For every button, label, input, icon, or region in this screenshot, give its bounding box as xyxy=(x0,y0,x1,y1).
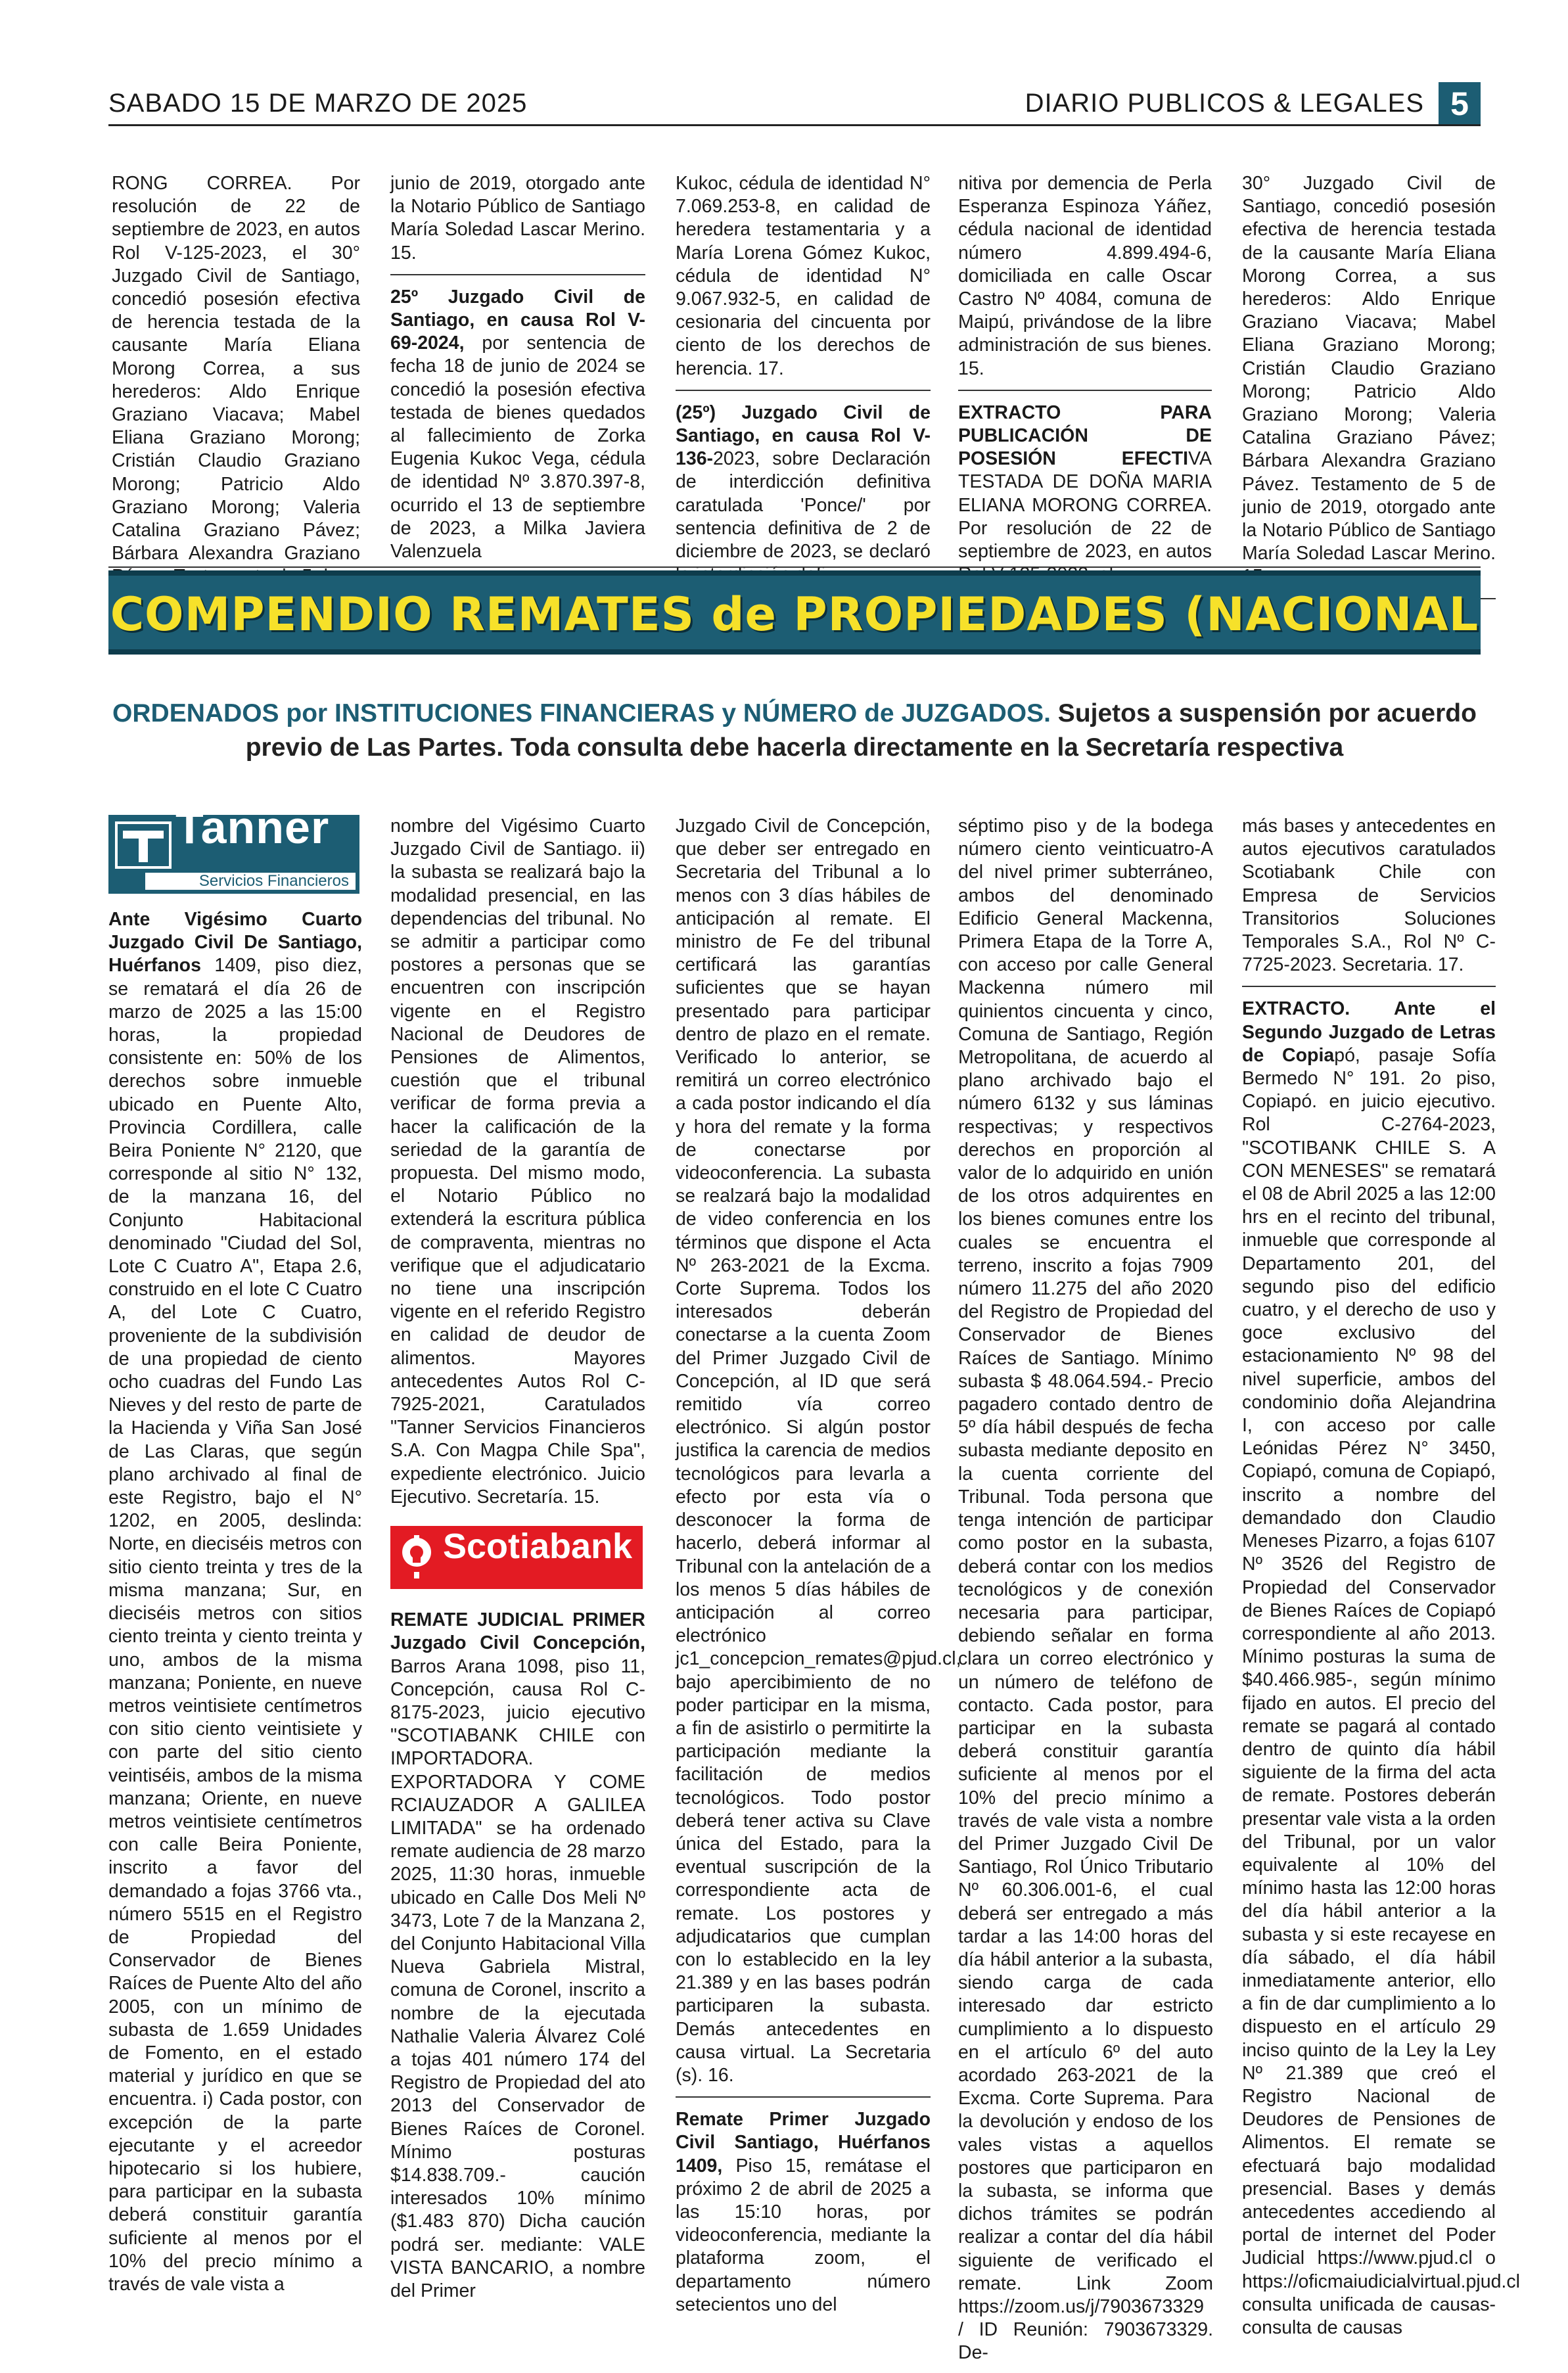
notice-separator xyxy=(390,274,645,275)
banner-title: COMPENDIO REMATES de PROPIEDADES (NACIONAL xyxy=(110,587,1479,641)
section-banner xyxy=(108,570,1481,655)
legal-notice xyxy=(390,815,645,1509)
legal-notice xyxy=(390,172,645,265)
auction-notices-lower xyxy=(390,1609,645,2303)
top-column-1 xyxy=(112,172,360,610)
legal-notice xyxy=(676,172,931,380)
notice-body: más bases y antecedentes en autos ejecutivos caratulados Scotiabank Chile con Empresa de Servicios Transitorios Soluciones Temporales S.A., Rol Nº C-7725-2023. Secretaria. 17. xyxy=(1242,816,1496,976)
legal-notice xyxy=(108,908,362,2296)
notice-heading: EXTRACTO PARA PUBLICACIÓN DE POSESIÓN EFECTI xyxy=(958,402,1212,470)
subtitle-rest: Sujetos a suspensión por acuerdo previo de Las Partes. Toda consulta debe hacerla directamente en la Secretaría respectiva xyxy=(245,699,1477,762)
notice-body: Piso 15, remátase el próximo 2 de abril de 2025 a las 15:10 horas, por videoconferencia, mediante la plataforma zoom, el departamento número setecientos uno del xyxy=(676,2155,931,2315)
notice-body: 2023, sobre Declaración de interdicción definitiva caratulada 'Ponce/' por sentencia definitiva de 2 de diciembre de 2023, se declaró xyxy=(676,448,931,563)
subtitle-lead: ORDENADOS por INSTITUCIONES FINANCIERAS y NÚMERO de JUZGADOS. xyxy=(112,699,1051,727)
notice-body: nitiva por demencia de Perla Esperanza Espinoza Yáñez, cédula nacional de identidad número 4.899.494-6, domiciliada en calle Oscar Castro Nº 4084, comuna de Maipú, privándose de la libre administración de sus bienes. 15. xyxy=(958,173,1212,379)
notice-separator xyxy=(676,2096,931,2098)
auction-column-2 xyxy=(390,815,645,2311)
legal-notice xyxy=(390,286,645,563)
notice-body: 30° Juzgado Civil de Santiago, concedió posesión efectiva de herencia testada de la causante María Eliana Morong Correa, a sus herederos: Aldo Enrique Graziano Viacava; Mabel Eliana Graziano Morong; Cristián Claudio Graziano Morong; Patricio Aldo Graziano Morong; Valeria Catalina Graziano Pávez; Bárbara Alexandra Graziano Pávez. Testamento de 5 de junio de 2019, otorgado ante la Notario Público de Santiago María Soledad Lascar Merino. xyxy=(1242,173,1496,564)
legal-notice xyxy=(112,172,360,589)
notice-body: Kukoc, cédula de identidad N° 7.069.253-8, en calidad de heredera testamentaria y a María Lorena Gómez Kukoc, cédula de identidad N° 9.067.932-5, en calidad de cesionaria del cincuenta por ciento de los derechos de herencia. 17. xyxy=(676,173,931,379)
tanner-wordmark: Tanner xyxy=(175,802,330,853)
notice-heading: 25º Juzgado Civil de Santiago, en causa Rol V-69-2024, xyxy=(390,286,645,354)
notice-heading: Ante Vigésimo Cuarto Juzgado Civil De Santiago, Huérfanos xyxy=(108,909,362,977)
scotiabank-wordmark: Scotiabank xyxy=(443,1527,633,1567)
top-column-3 xyxy=(676,172,931,607)
notice-body: séptimo piso y de la bodega número ciento veinticuatro-A del nivel primer subterráneo, ambos del denominado Edificio General Mackenna, Primera Etapa de la Torre A, con acceso por calle General Mackenna número mil quinientos cincuenta y cinco, Comuna de Santiago, Región Metropolitana, de acuerdo al plano archivado bajo el número 6132 y sus láminas respectivas; y respectivos derechos en proporción al valor de lo adquirido en unión de los otros adquirentes en los bienes comunes entre los cuales se encuentra el terreno, inscrito a fojas 7909 número 11.275 del año 2020 del Registro de Propiedad del Conservador de Bienes Raíces de Santiago. Mínimo subasta $ 48.064.594.- Precio pagadero contado dentro de 5º día hábil después de fecha subasta mediante deposito en la cuenta corriente del Tribunal. Toda persona que tenga intención de participar como postor en la subasta, deberá contar con los medios tecnológicos y de conexión necesaria para participar, debiendo señalar en forma clara un correo electrónico y un número de teléfono de contacto. Cada postor, para participar en la subasta deberá constituir garantía suficiente al menos por el 10% del precio mínimo a través de vale vista a nombre del Primer Juzgado Civil De Santiago, Rol Único Tributario Nº 60.306.001-6, el cual deberá ser entregado a más tardar a las 14:00 horas del día hábil anterior a la subasta, siendo carga de cada interesado dar estricto cumplimiento a lo dispuesto en el artículo 6º del auto acordado 263-2021 de la Excma. Corte Suprema. Para la devolución y endoso de los vales vistas a aquellos postores que participaron en la subasta, se informa que dichos trámites se podrán realizar a contar del día hábil siguiente de verificado el remate. Link Zoom https://zoom.us/j/7903673329 / ID Reunión: 7903673329. De- xyxy=(958,816,1213,2364)
auction-notices xyxy=(108,908,362,2296)
legal-notice xyxy=(390,1609,645,2303)
section-subtitle xyxy=(108,697,1481,765)
auction-column-4 xyxy=(958,815,1213,2373)
notice-body: nombre del Vigésimo Cuarto Juzgado Civil de Santiago. ii) la subasta se realizará bajo la modalidad presencial, en las dependencias del tribunal. No se admitir a participar como postores a personas que se encuentren con inscripción vigente en el Registro Nacional de Deudores de Pensiones de Alimentos, cuestión que el tribunal verificar de forma previa a hacer la calificación de la seriedad de la garantía de propuesta. Del mismo modo, el Notario Público no extenderá la escritura pública de compraventa, mientras no verifique que el adjudicatario no tiene una inscripción vigente en el referido Registro en calidad de deudor de alimentos. Mayores antecedentes Autos Rol C-7925-2021, Caratulados "Tanner Servicios Financieros S.A. Con Magpa Chile Spa", expediente electrónico. Juicio Ejecutivo. Secretaría. 15. xyxy=(390,816,645,1508)
notice-separator xyxy=(1242,986,1496,987)
scotiabank-s-icon xyxy=(400,1535,434,1578)
legal-notice xyxy=(958,402,1212,587)
page-header xyxy=(108,82,1481,128)
top-column-5 xyxy=(1242,172,1496,610)
notice-body: pó, pasaje Sofía Bermedo N° 191. 2o piso, Copiapó. en juicio ejecutivo. Rol C-2764-2023, "SCOTIBANK CHILE S. A CON MENESES" se rematará el 08 de Abril 2025 a las 12:00 hrs en el recinto del tribunal, inmueble que corresponde al Departamento 201, del segundo piso del edificio cuatro, y el derecho de uso y goce exclusivo del estacionamiento Nº 98 del nivel superficie, ambos del condominio doña Alejandrina I, con acceso por calle Leónidas Pérez N° 3450, Copiapó, comuna de Copiapó, inscrito a nombre del demandado don Claudio Meneses Pizarro, a fojas 6107 Nº 3526 del Registro de Propiedad del Conservador de Bienes Raíces de Copiapó correspondiente al año 2013. Mínimo posturas la suma de $40.466.985-, según mínimo fijado en autos. El precio del remate se pagará al contado dentro de quinto día hábil siguiente de la firma del acta de remate. Postores deberán presentar vale vista a la orden del Tribunal, por un valor equivalente al 10% del mínimo hasta las 12:00 horas del día hábil anterior a la subasta y si este recayese en día sábado, el día hábil inmediatamente anterior, ello a fin de dar cumplimiento a lo dispuesto en el artículo 29 inciso quinto de la Ley la Ley Nº 21.389 que creó el Registro Nacional de Deudores de Pensiones de Alimentos. El remate se efectuará bajo modalidad presencial. Bases y demás antecedentes accediendo al portal de internet del Poder Judicial https://www.pjud.cl o https://oficmaiudicialvirtual.pjud.cl consulta unificada de causas- consulta de causas xyxy=(1242,1044,1520,2338)
notice-heading: (25º) Juzgado Civil de Santiago, en causa Rol V-136- xyxy=(676,402,931,470)
auction-column-5 xyxy=(1242,815,1520,2347)
header-publication: DIARIO PUBLICOS & LEGALES xyxy=(1025,89,1424,118)
legal-notice xyxy=(1242,998,1520,2339)
notice-body: Barros Arana 1098, piso 11, Concepción, causa Rol C-8175-2023, juicio ejecutivo "SCOTIABANK CHILE con IMPORTADORA. EXPORTADORA Y COME RCIAUZADOR A GALILEA LIMITADA" se ha ordenado remate audiencia de 28 marzo 2025, 11:30 horas, inmueble ubicado en Calle Dos Meli Nº 3473, Lote 7 de la Manzana 2, del Conjunto Habitacional Villa Nueva Gabriela Mistral, comuna de Coronel, inscrito a nombre de la ejecutada Nathalie Valeria Álvarez Colé a tojas 401 número 174 del Registro de Propiedad del ato 2013 del Conservador de Bienes Raíces de Coronel. Mínimo posturas $14.838.709.- caución interesados 10% mínimo ($1.483 870) Dicha caución podrá ser. mediante: VALE VISTA BANCARIO, a nombre del Primer xyxy=(390,1655,645,2301)
legal-notice xyxy=(958,815,1213,2365)
notice-separator xyxy=(676,390,931,391)
auction-column-1 xyxy=(108,802,362,2304)
notice-heading: REMATE JUDICIAL PRIMER Juzgado Civil Concepción, xyxy=(390,1609,645,1654)
notice-heading: EXTRACTO. Ante el Segundo Juzgado de Letras de Copia xyxy=(1242,998,1496,1066)
top-column-2 xyxy=(390,172,645,584)
notice-body: por sentencia de fecha 18 de junio de 2024 se concedió la posesión efectiva testada de bienes quedados al fallecimiento de Zorka Eugenia Kukoc Vega, cédula de identidad Nº 3.870.397-8, ocurrido el 13 de septiembre de 2023, a Milka Javiera Valenzuela xyxy=(390,333,645,563)
page-number: 5 xyxy=(1439,82,1481,126)
tanner-subtitle: Servicios Financieros xyxy=(145,873,356,890)
scotiabank-logo xyxy=(390,1526,643,1589)
tanner-logo xyxy=(108,802,359,894)
legal-notice xyxy=(1242,172,1496,589)
notice-separator xyxy=(958,390,1212,391)
legal-notice xyxy=(676,815,961,2087)
banner-divider xyxy=(108,566,1481,568)
legal-notice xyxy=(676,2108,931,2316)
notice-body: VA TESTADA DE DOÑA MARIA ELIANA MORONG CORREA. Por resolución de 22 de septiembre de 2023, en autos xyxy=(958,448,1212,563)
top-column-4 xyxy=(958,172,1212,607)
header-rule xyxy=(108,124,1481,126)
notice-body: RONG CORREA. Por resolución de 22 de septiembre de 2023, en autos Rol V-125-2023, el 30° Juzgado Civil de Santiago, concedió posesión efectiva de herencia testada de la causante María Eliana Morong Correa, a sus herederos: Aldo Enrique Graziano Viacava; Mabel Eliana Graziano Morong; Cristián Claudio Graziano Morong; Patricio Aldo Graziano Morong; Valeria Catalina Graziano Pávez; Bárbara Alexandra Graziano xyxy=(112,173,360,564)
legal-notice xyxy=(1242,815,1496,977)
notice-body: 1409, piso diez, se rematará el día 26 de marzo de 2025 a las 15:00 horas, la propiedad consistente en: 50% de los derechos sobre inmueble ubicado en Puente Alto, Provincia Cordillera, calle Beira Poniente N° 2120, que corresponde al sitio N° 132, de la manzana 16, del Conjunto Habitacional denominado "Ciudad del Sol, Lote C Cuatro A", Etapa 2.6, construido en el lote C Cuatro A, del Lote C Cuatro, proveniente de la subdivisión de una propiedad de ciento ocho cuadras del Fundo Las Nieves y del resto de parte de la Hacienda y Viña San José de Las Claras, que según plano archivado al final de este Registro, bajo el N° 1202, en 2005, deslinda: Norte, en dieciséis metros con sitio ciento treinta y tres de la misma manzana; Sur, en dieciséis metros con sitios ciento treinta y ciento treinta y uno, ambos de la misma manzana; Poniente, en nueve metros veintisiete centímetros con sitio ciento veintisiete y con parte del sitio ciento veintiséis, ambos de la misma manzana; Oriente, en nueve metros veintisiete centímetros con calle Beira Poniente, inscrito a favor del demandado a fojas 3766 vta., número 5515 en el Registro de Propiedad del Conservador de Bienes Raíces de Puente Alto del año 2005, con un mínimo de subasta de 1.659 Unidades de Fomento, en el estado material y jurídico en que se encuentra. i) Cada postor, con excepción de la parte ejecutante y el acreedor hipotecario si los hubiere, para participar en la subasta deberá constituir garantía suficiente al menos por el 10% del precio mínimo a través de vale vista a xyxy=(108,955,362,2295)
auction-column-3 xyxy=(676,815,961,2324)
notice-heading: Remate Primer Juzgado Civil Santiago, Huérfanos 1409, xyxy=(676,2109,931,2177)
legal-notice xyxy=(958,172,1212,380)
notice-body: junio de 2019, otorgado ante la Notario Público de Santiago María Soledad Lascar Merino. 15. xyxy=(390,173,645,264)
notice-body: Juzgado Civil de Concepción, que deber ser entregado en Secretaria del Tribunal a lo menos con 3 días hábiles de anticipación al remate. El ministro de Fe del tribunal certificará las garantías suficientes que se hayan presentado para participar dentro de plazo en el remate. Verificado lo anterior, se remitirá un correo electrónico a cada postor indicando el día y hora del remate y la forma de conectarse por videoconferencia. La subasta se realzará bajo la modalidad de video conferencia en los términos que dispone el Acta Nº 263-2021 de la Excma. Corte Suprema. Todos los interesados deberán conectarse a la cuenta Zoom del Primer Juzgado Civil de Concepción, al ID que será remitido vía correo electrónico. Si algún postor justifica la carencia de medios tecnológicos para levarla a efecto por esta vía o desconocer la forma de hacerlo, deberá informar al Tribunal con la antelación de a los menos 5 días hábiles de anticipación al correo electrónico jc1_concepcion_remates@pjud.cl, bajo apercibimiento de no poder participar en la misma, a fin de asistirlo o permitirte la participación mediante la facilitación de medios tecnológicos. Todo postor deberá tener activa su Clave única del Estado, para la eventual suscripción de la correspondiente acta de remate. Los postores y adjudicatarios que cumplan con lo establecido en la ley 21.389 y en las bases podrán participaren la subasta. Demás antecedentes en causa virtual. La Secretaria (s). 16. xyxy=(676,816,961,2086)
legal-notice xyxy=(676,402,931,587)
tanner-t-icon xyxy=(115,821,172,869)
auction-notices-upper xyxy=(390,815,645,1509)
header-date: SABADO 15 DE MARZO DE 2025 xyxy=(108,89,528,118)
